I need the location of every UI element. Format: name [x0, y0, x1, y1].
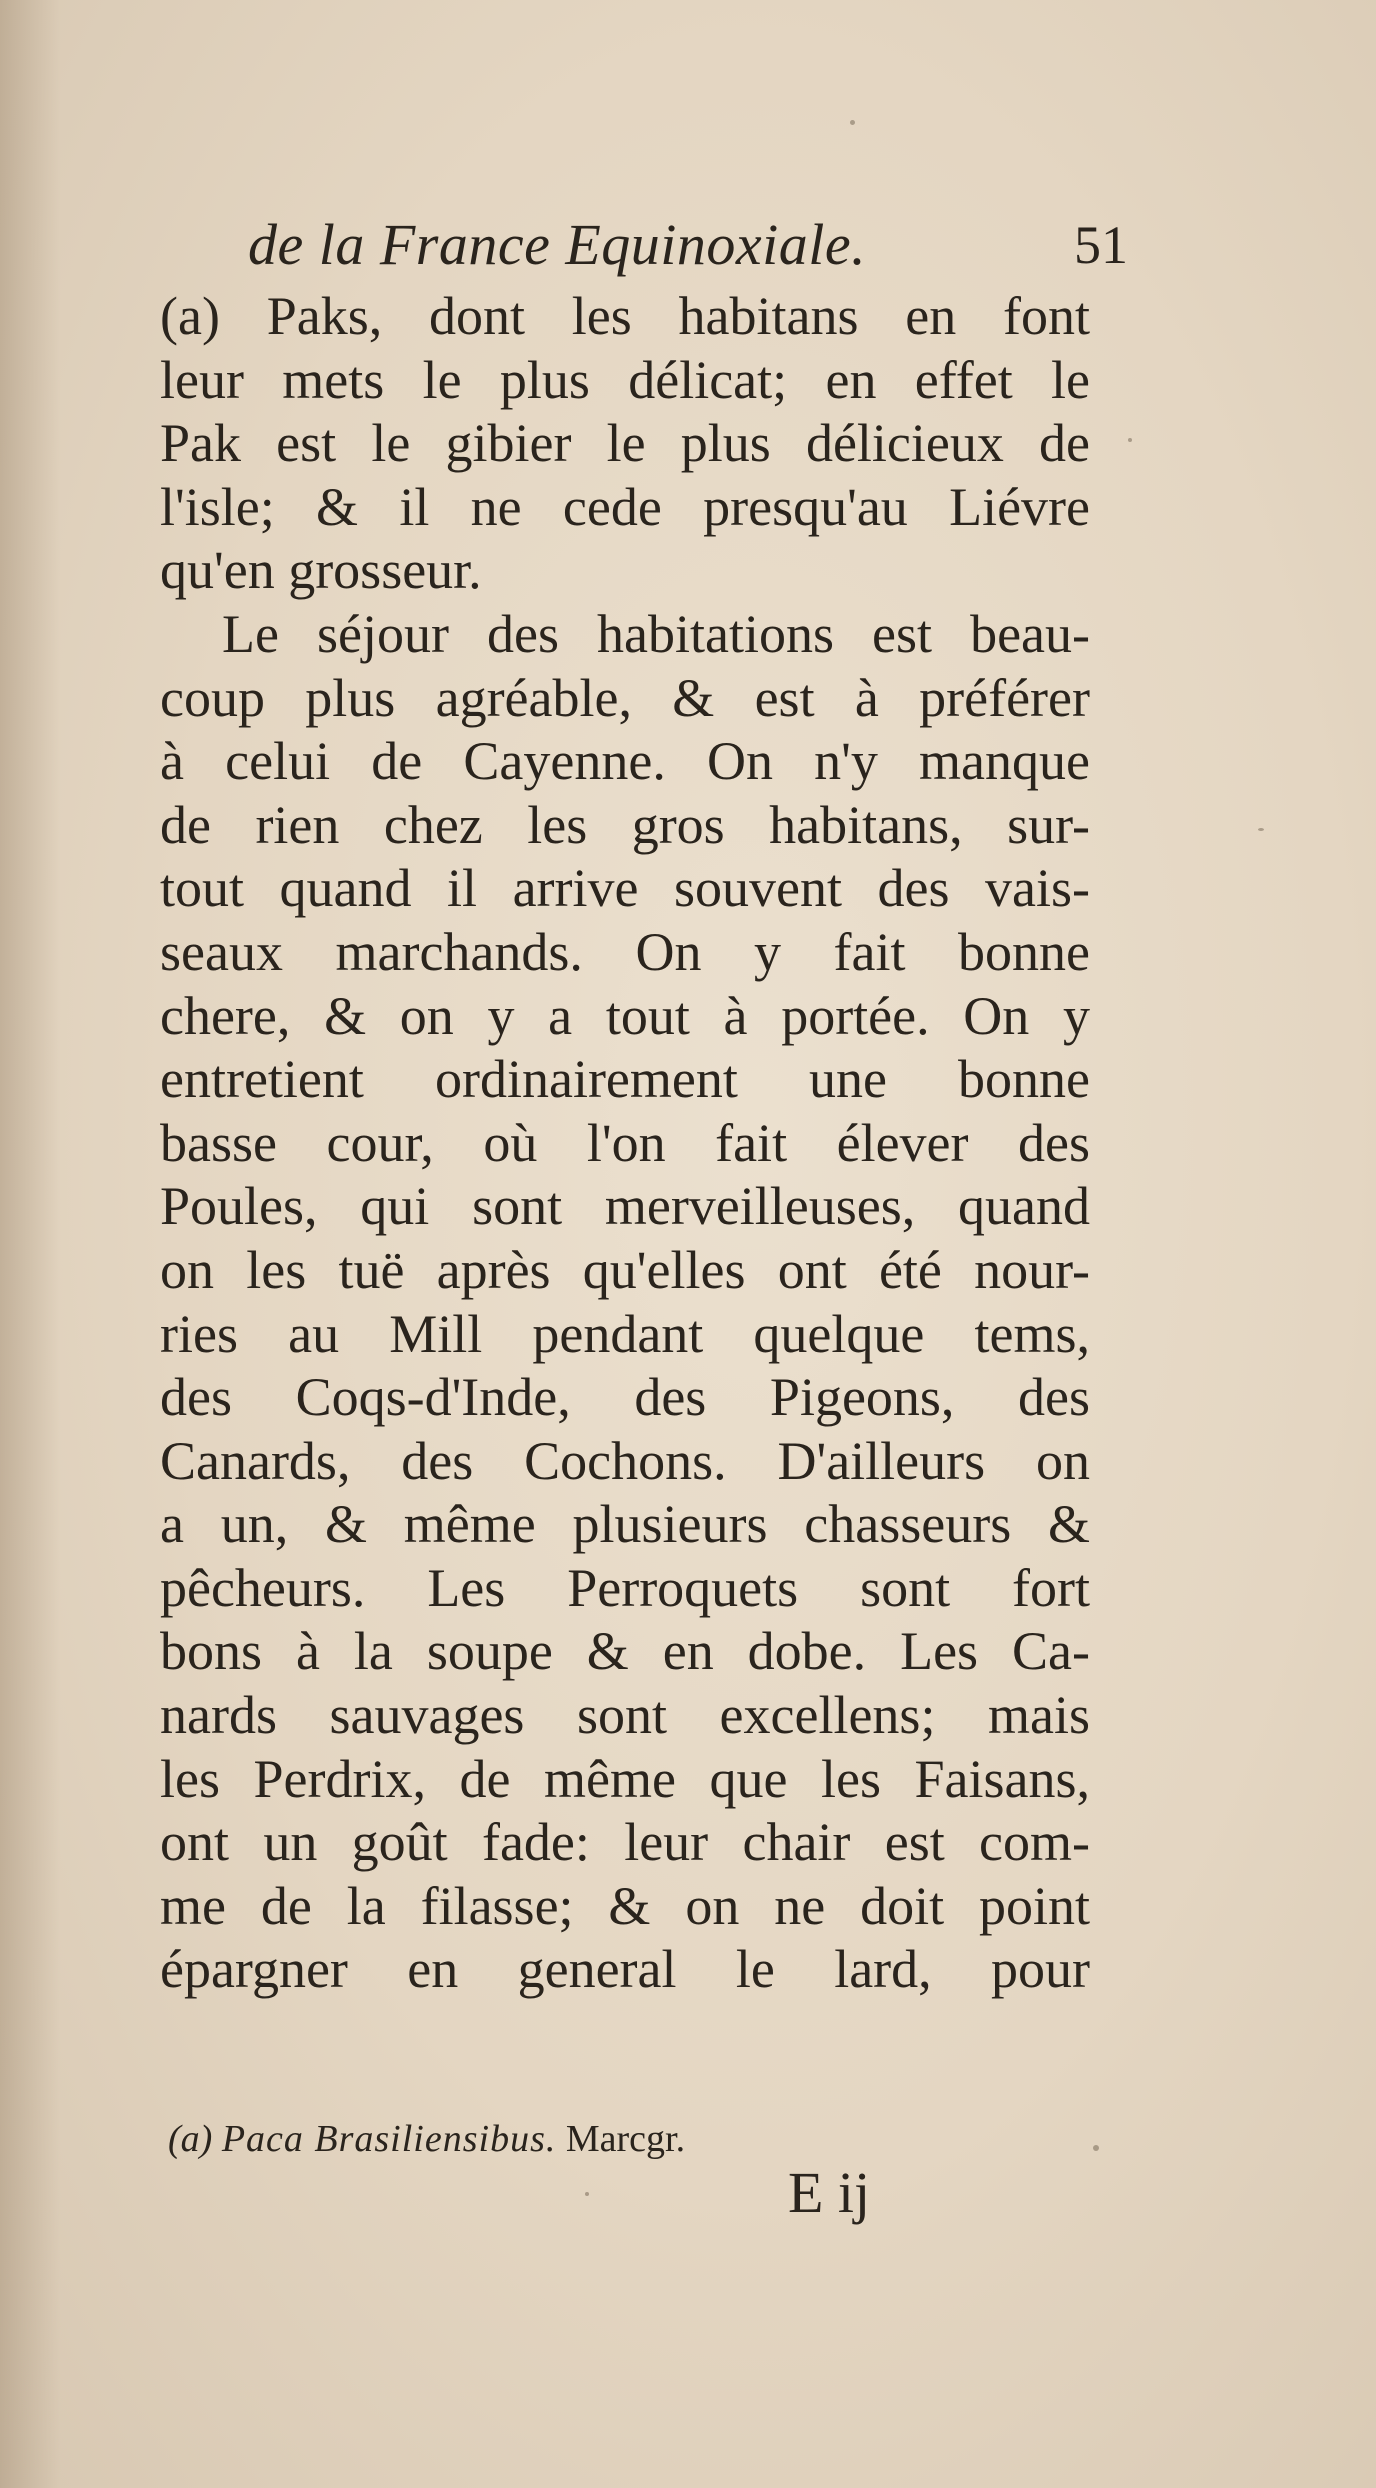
- footnote-source: Marcgr.: [565, 2118, 686, 2160]
- text-line: coup plus agréable, & est à préférer: [160, 667, 1090, 728]
- page-number: 51: [1074, 215, 1128, 275]
- footnote-latin: Paca Brasiliensibus.: [221, 2118, 557, 2160]
- text-line: les Perdrix, de même que les Faisans,: [160, 1748, 1090, 1809]
- speck: [850, 120, 855, 125]
- text-line: Canards, des Cochons. D'ailleurs on: [160, 1430, 1090, 1491]
- text-line: seaux marchands. On y fait bonne: [160, 921, 1090, 982]
- speck: [1128, 438, 1132, 442]
- speck: [1093, 2145, 1099, 2151]
- text-line: de rien chez les gros habitans, sur-: [160, 794, 1090, 855]
- text-line: ries au Mill pendant quelque tems,: [160, 1303, 1090, 1364]
- text-line: bons à la soupe & en dobe. Les Ca-: [160, 1621, 1090, 1682]
- text-line: a un, & même plusieurs chasseurs &: [160, 1494, 1090, 1555]
- signature-mark: E ij: [788, 2160, 871, 2225]
- text-line: Poules, qui sont merveilleuses, quand: [160, 1176, 1090, 1237]
- text-line: nards sauvages sont excellens; mais: [160, 1685, 1090, 1746]
- text-line: chere, & on y a tout à portée. On y: [160, 985, 1090, 1046]
- text-line: épargner en general le lard, pour: [160, 1939, 1090, 2000]
- text-line: à celui de Cayenne. On n'y manque: [160, 731, 1090, 792]
- text-line: tout quand il arrive souvent des vais-: [160, 858, 1090, 919]
- text-line: pêcheurs. Les Perroquets sont fort: [160, 1557, 1090, 1618]
- speck: [585, 2192, 589, 2196]
- text-line: qu'en grosseur.: [160, 540, 482, 601]
- text-line: me de la filasse; & on ne doit point: [160, 1875, 1090, 1936]
- text-line: basse cour, où l'on fait élever des: [160, 1112, 1090, 1173]
- footnote: [168, 2112, 685, 2166]
- text-line: ont un goût fade: leur chair est com-: [160, 1812, 1090, 1873]
- paragraph-first-line: Le séjour des habitations est beau-: [222, 603, 1090, 664]
- page-header: [248, 205, 1128, 285]
- text-line: on les tuë après qu'elles ont été nour-: [160, 1239, 1090, 1300]
- text-line: Pak est le gibier le plus délicieux de: [160, 413, 1090, 474]
- running-head: de la France Equinoxiale.: [248, 212, 867, 277]
- text-line: (a) Paks, dont les habitans en font: [160, 286, 1090, 346]
- gutter-shadow: [0, 0, 60, 2488]
- footnote-mark: (a): [168, 2118, 213, 2160]
- speck: [1258, 828, 1264, 831]
- text-line: entretient ordinairement une bonne: [160, 1049, 1090, 1110]
- body-text: [160, 285, 1090, 2002]
- text-line: leur mets le plus délicat; en effet le: [160, 349, 1090, 410]
- text-line: l'isle; & il ne cede presqu'au Liévre: [160, 476, 1090, 537]
- text-line: des Coqs-d'Inde, des Pigeons, des: [160, 1367, 1090, 1428]
